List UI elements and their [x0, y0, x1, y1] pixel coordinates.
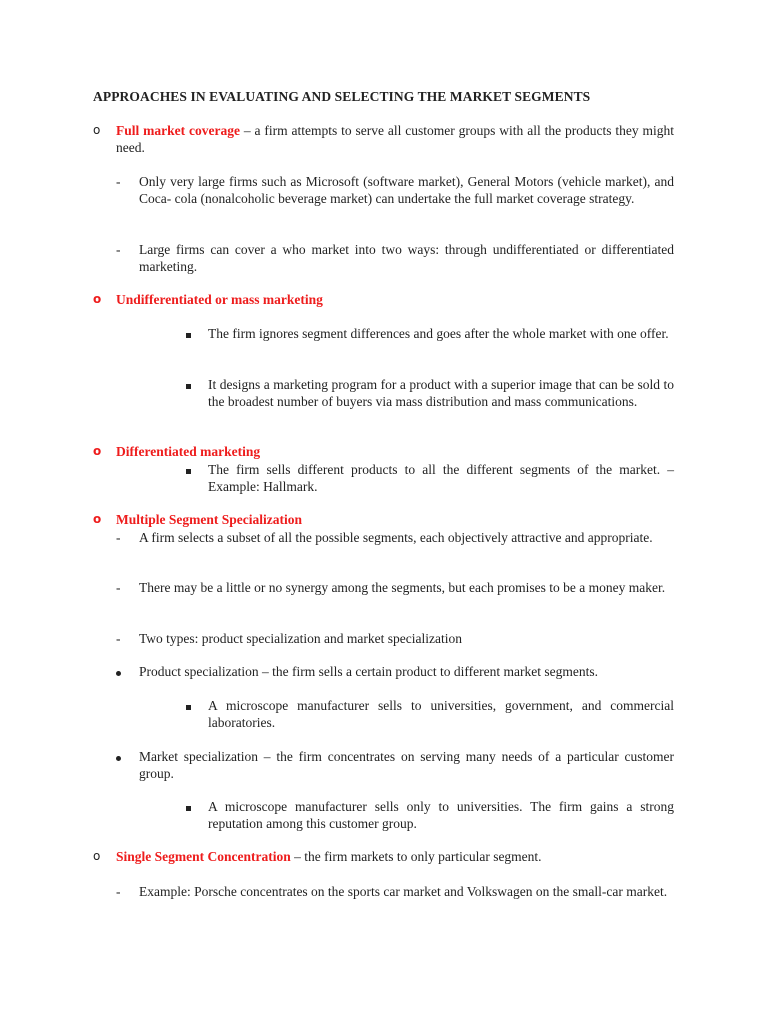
product-specialization: Product specialization – the firm sells a certain product to different market segments. [139, 664, 598, 679]
single-segment-text: – the firm markets to only particular segment. [290, 849, 542, 864]
undifferentiated-point-1: The firm ignores segment differences and goes after the whole market with one offer. [208, 326, 669, 341]
square-bullet-icon [186, 697, 191, 714]
circle-bullet: o [93, 123, 101, 137]
dash-bullet: - [116, 884, 121, 899]
product-specialization-example: A microscope manufacturer sells to universities, government, and commercial laboratories. [208, 698, 674, 730]
heading-full-coverage: Full market coverage [116, 123, 240, 138]
heading-single-segment: Single Segment Concentration [116, 849, 291, 864]
multiple-point-3: Two types: product specialization and market specialization [139, 631, 462, 646]
undifferentiated-point-2: It designs a marketing program for a product with a superior image that can be sold to the broadest number of buyers via mass distribution and mass communications. [208, 377, 674, 409]
dash-bullet: - [116, 174, 121, 189]
dash-bullet: - [116, 242, 121, 257]
full-coverage-text: – a firm attempts to serve all customer groups with all the products they might need. [116, 123, 674, 155]
dash-bullet: - [116, 631, 121, 646]
circle-bullet: o [93, 444, 102, 458]
section-single-segment [116, 848, 674, 865]
full-coverage-point-2: Large firms can cover a who market into two ways: through undifferentiated or differentiated marketing. [139, 242, 674, 274]
heading-multiple-segment: Multiple Segment Specialization [116, 512, 302, 527]
multiple-point-1: A firm selects a subset of all the possible segments, each objectively attractive and appropriate. [139, 530, 653, 545]
square-bullet-icon [186, 325, 191, 342]
square-bullet-icon [186, 376, 191, 393]
heading-differentiated: Differentiated marketing [116, 444, 261, 459]
differentiated-point-1: The firm sells different products to all the different segments of the market. – Example: Hallmark. [208, 462, 674, 494]
round-bullet-icon [116, 663, 121, 680]
dash-bullet: - [116, 580, 121, 595]
market-specialization: Market specialization – the firm concentrates on serving many needs of a particular customer group. [139, 749, 674, 781]
dash-bullet: - [116, 530, 121, 545]
square-bullet-icon [186, 461, 191, 478]
round-bullet-icon [116, 748, 121, 765]
multiple-point-2: There may be a little or no synergy among the segments, but each promises to be a money maker. [139, 580, 666, 595]
circle-bullet: o [93, 292, 102, 306]
square-bullet-icon [186, 798, 191, 815]
market-specialization-example: A microscope manufacturer sells only to universities. The firm gains a strong reputation among this customer group. [208, 799, 674, 831]
document-title: APPROACHES IN EVALUATING AND SELECTING THE MARKET SEGMENTS [93, 89, 591, 104]
circle-bullet: o [93, 849, 101, 863]
circle-bullet: o [93, 512, 102, 526]
full-coverage-point-1: Only very large firms such as Microsoft (software market), General Motors (vehicle market), and Coca- cola (nonalcoholic beverage market) can undertake the full market coverage strategy. [139, 174, 674, 206]
heading-undifferentiated: Undifferentiated or mass marketing [116, 292, 323, 307]
section-full-coverage [116, 122, 674, 156]
single-segment-point-1: Example: Porsche concentrates on the sports car market and Volkswagen on the small-car market. [139, 884, 668, 899]
